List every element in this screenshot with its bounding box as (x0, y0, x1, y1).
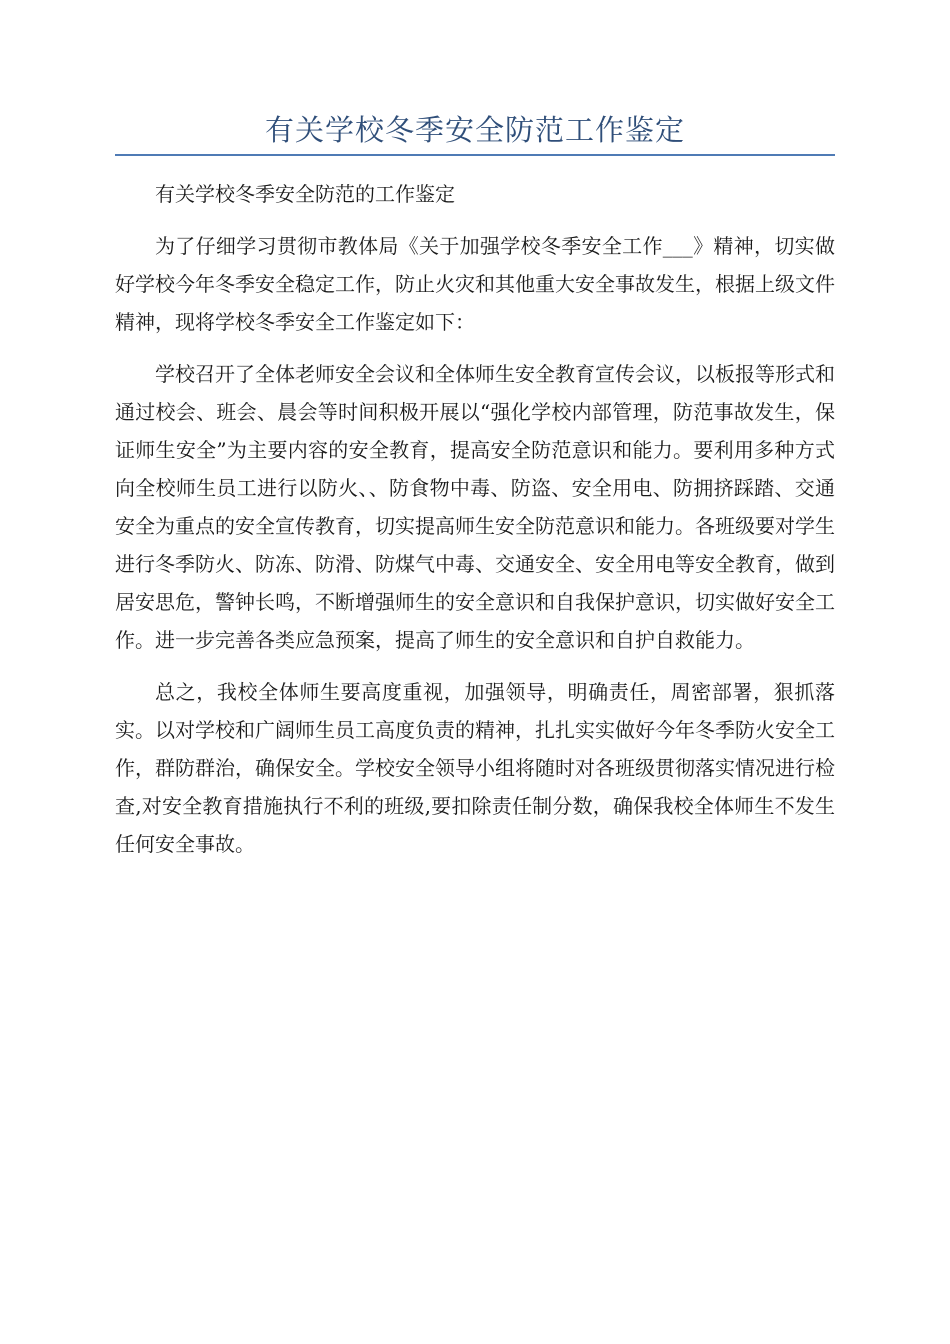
title-underline (115, 154, 835, 156)
document-body (115, 175, 835, 877)
conclusion-paragraph: 总之，我校全体师生要高度重视，加强领导，明确责任，周密部署，狠抓落实。以对学校和广阔师生员工高度负责的精神，扎扎实实做好今年冬季防火安全工作，群防群治，确保安全。学校安全领导小组将随时对各班级贯彻落实情况进行检查,对安全教育措施执行不利的班级,要扣除责任制分数，确保我校全体师生不发生任何安全事故。 (115, 680, 835, 856)
intro-paragraph: 为了仔细学习贯彻市教体局《关于加强学校冬季安全工作___》精神，切实做好学校今年冬季安全稳定工作，防止火灾和其他重大安全事故发生，根据上级文件精神，现将学校冬季安全工作鉴定如下： (115, 234, 835, 334)
measures-paragraph: 学校召开了全体老师安全会议和全体师生安全教育宣传会议，以板报等形式和通过校会、班会、晨会等时间积极开展以“强化学校内部管理，防范事故发生，保证师生安全”为主要内容的安全教育，提高安全防范意识和能力。要利用多种方式向全校师生员工进行以防火、、防食物中毒、防盗、安全用电、防拥挤踩踏、交通安全为重点的安全宣传教育，切实提高师生安全防范意识和能力。各班级要对学生进行冬季防火、防冻、防滑、防煤气中毒、交通安全、安全用电等安全教育，做到居安思危，警钟长鸣，不断增强师生的安全意识和自我保护意识，切实做好安全工作。进一步完善各类应急预案，提高了师生的安全意识和自护自救能力。 (115, 362, 835, 652)
subtitle-paragraph: 有关学校冬季安全防范的工作鉴定 (155, 182, 455, 206)
document-title: 有关学校冬季安全防范工作鉴定 (264, 113, 685, 147)
